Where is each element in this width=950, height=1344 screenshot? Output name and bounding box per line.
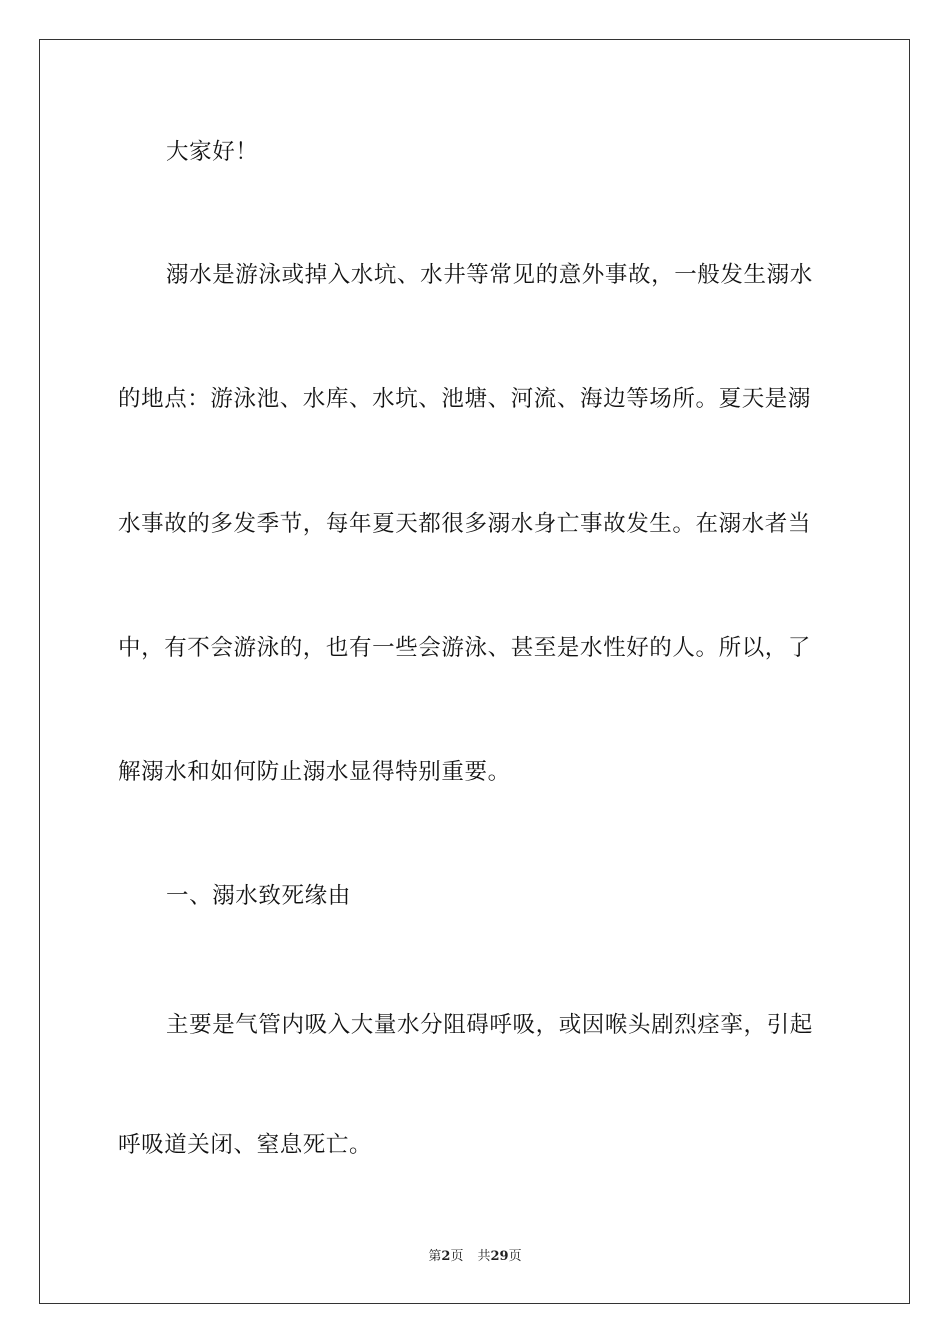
section-heading: 一、溺水致死缘由: [166, 883, 351, 909]
paragraph-2-line-2: 呼吸道关闭、窒息死亡。: [118, 1132, 373, 1158]
footer-total-prefix: 共: [477, 1249, 491, 1264]
greeting-line: 大家好！: [166, 139, 259, 165]
paragraph-2-line-1: 主要是气管内吸入大量水分阻碍呼吸，或因喉头剧烈痉挛，引起: [166, 1012, 813, 1038]
footer-page-prefix: 第: [428, 1249, 442, 1264]
page-footer: [0, 1248, 950, 1266]
paragraph-1-line-1: 溺水是游泳或掉入水坑、水井等常见的意外事故，一般发生溺水: [166, 262, 813, 288]
footer-page-suffix: 页: [450, 1249, 464, 1264]
paragraph-1-line-3: 水事故的多发季节，每年夏天都很多溺水身亡事故发生。在溺水者当: [118, 511, 812, 537]
footer-total-suffix: 页: [508, 1249, 522, 1264]
paragraph-1-line-4: 中，有不会游泳的，也有一些会游泳、甚至是水性好的人。所以，了: [118, 635, 812, 661]
footer-page-number: 2: [441, 1249, 451, 1264]
footer-total-pages: 29: [490, 1249, 509, 1264]
page-border: [39, 39, 910, 1304]
paragraph-1-line-2: 的地点：游泳池、水库、水坑、池塘、河流、海边等场所。夏天是溺: [118, 386, 812, 412]
paragraph-1-line-5: 解溺水和如何防止溺水显得特别重要。: [118, 759, 511, 785]
